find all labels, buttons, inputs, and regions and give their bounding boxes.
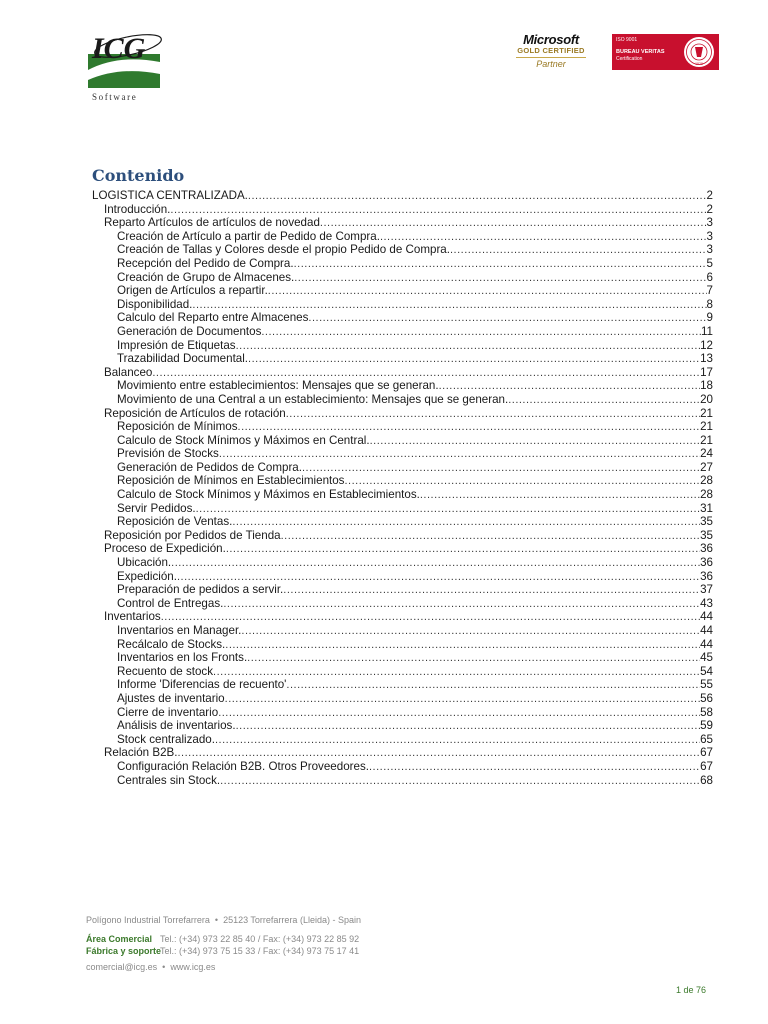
toc-dot-leader bbox=[439, 380, 701, 393]
toc-entry[interactable] bbox=[92, 216, 713, 230]
footer-address-line bbox=[86, 914, 361, 926]
partner-divider bbox=[516, 57, 586, 58]
toc-entry[interactable] bbox=[92, 434, 713, 448]
toc-dot-leader bbox=[370, 435, 701, 448]
toc-entry-title: Reposición por Pedidos de Tienda bbox=[104, 528, 281, 542]
toc-dot-leader bbox=[247, 652, 700, 665]
toc-entry[interactable] bbox=[92, 583, 713, 597]
toc-entry[interactable] bbox=[92, 542, 713, 556]
toc-dot-leader bbox=[170, 204, 706, 217]
toc-dot-leader bbox=[450, 244, 707, 257]
toc-entry-page: 36 bbox=[700, 569, 713, 583]
toc-entry-title: Disponibilidad. bbox=[117, 297, 193, 311]
toc-dot-leader bbox=[171, 557, 700, 570]
toc-entry-title: Reparto Artículos de artículos de novedad bbox=[104, 216, 320, 230]
toc-dot-leader bbox=[248, 190, 707, 203]
toc-dot-leader bbox=[420, 489, 700, 502]
toc-entry[interactable] bbox=[92, 420, 713, 434]
toc-dot-leader bbox=[508, 394, 700, 407]
toc-entry-title: Recuento de stock bbox=[117, 664, 214, 678]
toc-entry[interactable] bbox=[92, 379, 713, 393]
footer-address: Polígono Industrial Torrefarrera bbox=[86, 915, 210, 925]
toc-dot-leader bbox=[236, 720, 701, 733]
toc-dot-leader bbox=[226, 543, 700, 556]
toc-entry[interactable] bbox=[92, 610, 713, 624]
toc-entry[interactable] bbox=[92, 651, 713, 665]
toc-entry-page: 12 bbox=[700, 338, 713, 352]
toc-entry-page: 36 bbox=[700, 556, 713, 570]
gold-certified-label: GOLD CERTIFIED bbox=[517, 46, 585, 55]
toc-entry-page: 35 bbox=[700, 528, 713, 542]
toc-entry-title: Introducción. bbox=[104, 202, 171, 216]
toc-dot-leader bbox=[302, 462, 700, 475]
toc-entry-page: 35 bbox=[700, 515, 713, 529]
toc-entry[interactable] bbox=[92, 719, 713, 733]
toc-entry[interactable] bbox=[92, 366, 713, 380]
toc-entry-page: 56 bbox=[700, 691, 713, 705]
toc-entry-page: 3 bbox=[706, 229, 713, 243]
bureau-veritas-seal-icon bbox=[683, 36, 715, 68]
toc-entry-title: Recepción del Pedido de Compra. bbox=[117, 256, 294, 270]
toc-entry-page: 18 bbox=[700, 379, 713, 393]
toc-entry[interactable] bbox=[92, 556, 713, 570]
toc-dot-leader bbox=[344, 475, 700, 488]
toc-entry-page: 67 bbox=[700, 759, 713, 773]
toc-entry-page: 21 bbox=[700, 420, 713, 434]
factory-label: Fábrica y soporte bbox=[86, 946, 162, 956]
bv-seal-year: 1828 bbox=[695, 62, 703, 66]
toc-entry-page: 2 bbox=[706, 189, 713, 202]
toc-entry-title: Stock centralizado. bbox=[117, 732, 215, 746]
partner-label: Partner bbox=[536, 59, 566, 69]
toc-entry[interactable] bbox=[92, 515, 713, 529]
toc-entry[interactable] bbox=[92, 203, 713, 217]
toc-entry[interactable] bbox=[92, 257, 713, 271]
toc-entry-title: Relación B2B. bbox=[104, 746, 178, 760]
toc-entry-title: Inventarios en Manager. bbox=[117, 624, 242, 637]
toc-dot-leader bbox=[294, 272, 706, 285]
page-number: 1 de 76 bbox=[676, 985, 707, 995]
toc-dot-leader bbox=[238, 421, 701, 434]
toc-entry-title: Informe 'Diferencias de recuento' bbox=[117, 678, 287, 692]
toc-entry[interactable] bbox=[92, 665, 713, 679]
toc-entry-page: 3 bbox=[706, 243, 713, 257]
toc-entry-title: Inventarios en los Fronts. bbox=[117, 651, 248, 665]
toc-entry[interactable] bbox=[92, 352, 713, 366]
toc-dot-leader bbox=[192, 299, 706, 312]
footer-factory-line bbox=[86, 945, 359, 957]
toc-entry-title: Expedición. bbox=[117, 569, 177, 583]
toc-dot-leader bbox=[223, 598, 700, 611]
toc-entry-title: Reposición de Ventas. bbox=[117, 515, 233, 529]
toc-entry[interactable] bbox=[92, 271, 713, 285]
bv-text-block bbox=[616, 37, 665, 63]
toc-entry[interactable] bbox=[92, 407, 713, 421]
icg-logo-mark bbox=[88, 28, 168, 92]
toc-entry-page: 36 bbox=[700, 542, 713, 556]
footer-commercial-line bbox=[86, 933, 359, 945]
toc-dot-leader bbox=[286, 408, 700, 421]
toc-entry-page: 2 bbox=[706, 202, 713, 216]
toc-entry-page: 9 bbox=[706, 311, 713, 325]
toc-entry-page: 21 bbox=[700, 406, 713, 420]
toc-entry-title: Servir Pedidos. bbox=[117, 501, 196, 515]
toc-entry-title: Generación de Pedidos de Compra. bbox=[117, 460, 302, 474]
toc-entry[interactable] bbox=[92, 502, 713, 516]
toc-entry-title: Creación de Tallas y Colores desde el propio Pedido de Compra. bbox=[117, 243, 450, 257]
toc-entry-title: Ubicación. bbox=[117, 556, 172, 570]
bureau-veritas-name: BUREAU VERITAS bbox=[616, 49, 665, 55]
toc-entry-title: Calculo del Reparto entre Almacenes bbox=[117, 311, 309, 325]
toc-entry-title: Balanceo bbox=[104, 365, 153, 379]
microsoft-gold-partner-logo bbox=[512, 33, 590, 70]
toc-entry-page: 24 bbox=[700, 447, 713, 461]
toc-entry[interactable] bbox=[92, 746, 713, 760]
toc-dot-leader bbox=[369, 761, 700, 774]
toc-dot-leader bbox=[286, 679, 700, 692]
toc-entry-page: 67 bbox=[700, 746, 713, 760]
toc-entry[interactable] bbox=[92, 624, 713, 638]
toc-entry[interactable] bbox=[92, 284, 713, 298]
toc-entry-title: Origen de Artículos a repartir. bbox=[117, 284, 268, 298]
toc-entry[interactable] bbox=[92, 488, 713, 502]
toc-entry-page: 44 bbox=[700, 637, 713, 651]
toc-entry-page: 31 bbox=[700, 501, 713, 515]
toc-entry-title: Previsión de Stocks bbox=[117, 447, 219, 461]
footer-bullet: • bbox=[162, 962, 166, 972]
commercial-phones: Tel.: (+34) 973 22 85 40 / Fax: (+34) 973 22 85 92 bbox=[160, 934, 360, 944]
toc-dot-leader bbox=[215, 734, 700, 747]
toc-entry[interactable] bbox=[92, 447, 713, 461]
toc-dot-leader bbox=[177, 747, 700, 760]
toc-entry-page: 28 bbox=[700, 474, 713, 488]
toc-dot-leader bbox=[236, 340, 701, 353]
toc-entry-title: Centrales sin Stock. bbox=[117, 773, 221, 787]
toc-entry-page: 17 bbox=[700, 365, 713, 379]
toc-entry[interactable] bbox=[92, 311, 713, 325]
page-header bbox=[0, 0, 768, 110]
toc-entry-title: Generación de Documentos bbox=[117, 324, 262, 338]
toc-entry-title: Ajustes de inventario bbox=[117, 691, 225, 705]
toc-dot-leader bbox=[232, 516, 700, 529]
toc-entry[interactable] bbox=[92, 774, 713, 788]
toc-dot-leader bbox=[219, 448, 700, 461]
toc-entry[interactable] bbox=[92, 298, 713, 312]
toc-entry[interactable] bbox=[92, 570, 713, 584]
toc-entry-title: Recálcalo de Stocks. bbox=[117, 637, 226, 651]
toc-entry-title: Preparación de pedidos a servir. bbox=[117, 583, 284, 597]
toc-entry-page: 58 bbox=[700, 705, 713, 719]
toc-entry-title: Trazabilidad Documental. bbox=[117, 352, 249, 366]
toc-dot-leader bbox=[220, 775, 700, 788]
toc-entry-page: 20 bbox=[700, 392, 713, 406]
footer-email-link[interactable]: comercial@icg.es bbox=[86, 962, 158, 972]
toc-entry[interactable] bbox=[92, 597, 713, 611]
toc-entry-page: 45 bbox=[700, 651, 713, 665]
toc-entry-title: Inventarios bbox=[104, 610, 161, 624]
toc-entry-page: 54 bbox=[700, 664, 713, 678]
bureau-veritas-logo bbox=[612, 34, 719, 70]
toc-entry-page: 37 bbox=[700, 583, 713, 597]
toc-dot-leader bbox=[213, 666, 700, 679]
toc-dot-leader bbox=[261, 326, 701, 339]
toc-entry-title: Proceso de Expedición. bbox=[104, 542, 226, 556]
toc-entry-page: 44 bbox=[700, 624, 713, 637]
toc-entry[interactable] bbox=[92, 339, 713, 353]
footer-web-link[interactable]: www.icg.es bbox=[170, 962, 216, 972]
toc-entry-title: Calculo de Stock Mínimos y Máximos en Central. bbox=[117, 433, 370, 447]
toc-entry-page: 28 bbox=[700, 488, 713, 502]
toc-entry-title: Impresión de Etiquetas bbox=[117, 338, 236, 352]
toc-entry-page: 13 bbox=[700, 352, 713, 366]
toc-entry[interactable] bbox=[92, 733, 713, 747]
toc-dot-leader bbox=[218, 707, 700, 720]
icg-logo-subtitle: Software bbox=[92, 92, 138, 102]
toc-entry-page: 11 bbox=[700, 324, 713, 338]
toc-entry[interactable] bbox=[92, 474, 713, 488]
toc-dot-leader bbox=[241, 625, 700, 638]
toc-dot-leader bbox=[161, 611, 700, 624]
toc-entry-page: 68 bbox=[700, 773, 713, 787]
toc-entry-title: Movimiento de una Central a un establecimiento: Mensajes que se generan. bbox=[117, 392, 509, 406]
toc-entry-page: 27 bbox=[700, 460, 713, 474]
toc-entry[interactable] bbox=[92, 760, 713, 774]
toc-entry-title: Control de Entregas. bbox=[117, 596, 224, 610]
toc-entry[interactable] bbox=[92, 692, 713, 706]
toc-dot-leader bbox=[152, 367, 700, 380]
toc-entry-page: 59 bbox=[700, 719, 713, 733]
toc-entry-title: Movimiento entre establecimientos: Mensajes que se generan. bbox=[117, 379, 439, 393]
toc-dot-leader bbox=[225, 639, 700, 652]
toc-entry[interactable] bbox=[92, 325, 713, 339]
toc-dot-leader bbox=[225, 693, 700, 706]
iso-label: ISO 9001 bbox=[616, 37, 638, 43]
toc-entry-title: LOGISTICA CENTRALIZADA. bbox=[92, 189, 248, 202]
microsoft-wordmark: Microsoft bbox=[523, 32, 579, 47]
commercial-label: Área Comercial bbox=[86, 934, 153, 944]
toc-dot-leader bbox=[380, 231, 707, 244]
footer-contact-line bbox=[86, 961, 215, 973]
toc-entry-title: Reposición de Mínimos en Establecimientos bbox=[117, 474, 345, 488]
toc-entry-title: Calculo de Stock Mínimos y Máximos en Establecimientos. bbox=[117, 488, 420, 502]
page-title: Contenido bbox=[92, 166, 185, 185]
toc-entry[interactable] bbox=[92, 706, 713, 720]
toc-entry-page: 44 bbox=[700, 610, 713, 624]
toc-entry-page: 55 bbox=[700, 678, 713, 692]
footer-city: 25123 Torrefarrera (Lleida) - Spain bbox=[223, 915, 361, 925]
toc-entry-title: Cierre de inventario bbox=[117, 705, 219, 719]
toc-entry[interactable] bbox=[92, 393, 713, 407]
toc-entry-page: 65 bbox=[700, 732, 713, 746]
toc-entry-title: Análisis de inventarios. bbox=[117, 719, 236, 733]
toc-entry-page: 3 bbox=[706, 216, 713, 230]
toc-entry-page: 6 bbox=[706, 270, 713, 284]
toc-entry[interactable] bbox=[92, 638, 713, 652]
factory-phones: Tel.: (+34) 973 75 15 33 / Fax: (+34) 973 75 17 41 bbox=[160, 946, 360, 956]
toc-dot-leader bbox=[283, 584, 700, 597]
footer-bullet: • bbox=[214, 915, 219, 925]
toc-dot-leader bbox=[308, 312, 706, 325]
toc-dot-leader bbox=[320, 217, 707, 230]
toc-entry[interactable] bbox=[92, 529, 713, 543]
toc-entry-page: 43 bbox=[700, 596, 713, 610]
toc-entry-title: Creación de Artículo a partir de Pedido de Compra. bbox=[117, 229, 380, 243]
toc-entry[interactable] bbox=[92, 189, 713, 203]
toc-entry-title: Creación de Grupo de Almacenes. bbox=[117, 270, 295, 284]
toc-entry-page: 21 bbox=[700, 433, 713, 447]
icg-logo-text: ICG bbox=[92, 32, 146, 65]
toc-entry[interactable] bbox=[92, 230, 713, 244]
toc-entry-page: 7 bbox=[706, 284, 713, 298]
toc-entry-title: Reposición de Artículos de rotación bbox=[104, 406, 286, 420]
certification-label: Certification bbox=[616, 56, 643, 62]
toc-entry[interactable] bbox=[92, 461, 713, 475]
toc-dot-leader bbox=[177, 571, 700, 584]
toc-dot-leader bbox=[281, 530, 700, 543]
toc-entry-page: 8 bbox=[706, 297, 713, 311]
toc-dot-leader bbox=[248, 353, 700, 366]
toc-entry-page: 5 bbox=[706, 256, 713, 270]
toc-entry-title: Configuración Relación B2B. Otros Proveedores. bbox=[117, 759, 369, 773]
toc-entry-title: Reposición de Mínimos bbox=[117, 420, 238, 434]
toc-entry[interactable] bbox=[92, 243, 713, 257]
toc-dot-leader bbox=[294, 258, 707, 271]
toc-dot-leader bbox=[268, 285, 707, 298]
toc-entry[interactable] bbox=[92, 678, 713, 692]
table-of-contents bbox=[92, 189, 713, 787]
toc-dot-leader bbox=[196, 503, 700, 516]
